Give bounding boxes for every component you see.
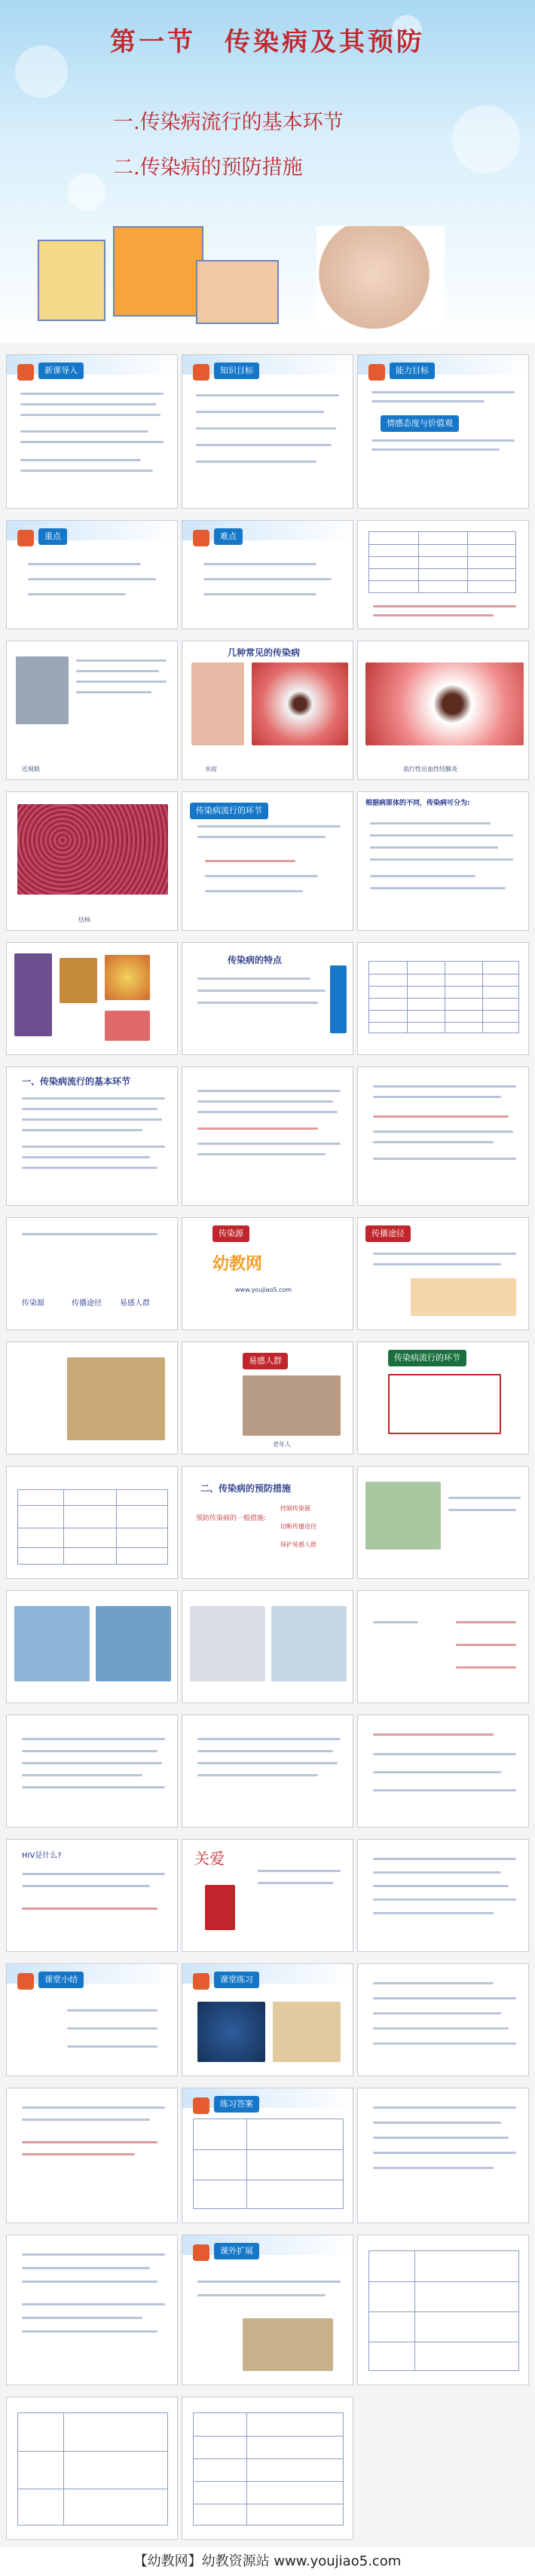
portrait-image — [16, 656, 69, 724]
slide-link-1 — [6, 1066, 178, 1206]
vectors-image — [67, 1357, 165, 1440]
tb-image — [17, 804, 168, 895]
slide-hiv — [6, 1839, 178, 1952]
virus-image — [105, 955, 150, 1000]
slide-difficult-title: 难点 — [214, 528, 243, 545]
slide-knowledge-title: 知识目标 — [214, 363, 259, 379]
links-diagram — [388, 1374, 501, 1434]
slide-three-links — [6, 1217, 178, 1330]
cover-title: 第一节 传染病及其预防 — [110, 27, 425, 57]
slide-emotion-title: 情感态度与价值观 — [381, 415, 459, 432]
slide-susceptible — [182, 1342, 353, 1455]
slide-links-summary — [357, 1342, 529, 1455]
elderly-image — [243, 1375, 341, 1436]
label-source: 传染源 — [22, 1299, 44, 1308]
slide-features — [182, 942, 353, 1055]
bacteria-image — [14, 953, 52, 1036]
disinfect-image-2 — [271, 1606, 347, 1681]
slide-table-2 — [6, 1466, 178, 1579]
links-table — [17, 1489, 168, 1565]
measure-3: 保护易感人群 — [280, 1541, 316, 1548]
caption-myopia: 近视眼 — [22, 766, 40, 772]
slide-ribbon — [182, 1839, 353, 1952]
links-summary-chip: 传染病流行的环节 — [388, 1350, 466, 1366]
slide-questions — [357, 1963, 529, 2076]
cover-subtitle-2: 二.传染病的预防措施 — [113, 156, 303, 179]
route-image — [411, 1278, 516, 1316]
slide-practice — [182, 1963, 353, 2076]
cover-slide — [0, 0, 535, 343]
footer[interactable]: 【幼教网】幼教资源站 www.youjiao5.com — [0, 2547, 535, 2576]
slide-final-table-2 — [182, 2397, 353, 2540]
slide-link-2 — [182, 1066, 353, 1206]
slide-tb — [6, 791, 178, 931]
slide-table — [357, 520, 529, 629]
slide-route — [357, 1217, 529, 1330]
slide-intro-title: 新课导入 — [38, 363, 84, 379]
watermark-url: www.youjiao5.com — [235, 1286, 292, 1293]
slide-final-table-1 — [6, 2397, 178, 2540]
caption-chickenpox: 水痘 — [205, 766, 217, 772]
slide-prevention-img — [357, 1466, 529, 1579]
answers-table — [193, 2119, 344, 2209]
hiv-title: HIV是什么? — [22, 1852, 62, 1860]
slide-source — [182, 1217, 353, 1330]
prevention-image — [365, 1482, 441, 1550]
hospital-image-2 — [96, 1606, 171, 1681]
pathogen-chip: 传染病流行的环节 — [190, 803, 268, 819]
cover-illustration-1 — [38, 240, 105, 321]
stat-table — [368, 961, 519, 1033]
route-chip: 传播途径 — [365, 1225, 411, 1242]
slide-aids-list — [357, 1839, 529, 1952]
extension-table — [368, 2250, 519, 2371]
pathogen-title: 根据病原体的不同，传染病可分为: — [365, 800, 470, 807]
disease-table — [368, 531, 516, 593]
common-diseases-title: 几种常见的传染病 — [228, 647, 301, 658]
slide-intro — [6, 354, 178, 509]
slide-aids-1 — [6, 1715, 178, 1828]
practice-image — [273, 2002, 341, 2062]
petri-image — [197, 2002, 265, 2062]
slide-extension — [182, 2235, 353, 2385]
cover-illustration-3 — [196, 260, 279, 324]
slide-ability — [357, 354, 529, 509]
slide-summary — [6, 1963, 178, 2076]
hiv-image — [105, 1011, 150, 1041]
child-sneezing-image — [316, 226, 445, 332]
slide-prevention — [182, 1466, 353, 1579]
disinfect-image-1 — [190, 1606, 265, 1681]
feature-title: 传染病的特点 — [228, 955, 283, 965]
feature-side-bar — [330, 965, 347, 1033]
extension-image — [243, 2318, 333, 2371]
slide-extension-text — [6, 2235, 178, 2385]
slide-key — [6, 520, 178, 629]
cover-subtitle-1: 一.传染病流行的基本环节 — [113, 111, 344, 134]
slide-pathogen-def — [182, 791, 353, 931]
caption-conjunctivitis: 流行性出血性结膜炎 — [403, 766, 457, 772]
elderly-caption: 老年人 — [273, 1441, 291, 1448]
final-table-2 — [193, 2412, 344, 2526]
slide-pathogen-images — [6, 942, 178, 1055]
slide-hospital — [6, 1590, 178, 1703]
susceptible-chip: 易感人群 — [243, 1353, 288, 1369]
slide-common-3 — [357, 641, 529, 780]
source-chip: 传染源 — [212, 1225, 249, 1242]
eye-infection-image — [252, 662, 348, 745]
measures-title: 预防传染病的一般措施: — [196, 1515, 267, 1522]
cover-illustration-2 — [113, 226, 203, 317]
hospital-image-1 — [14, 1606, 90, 1681]
extension-title: 课外扩展 — [214, 2243, 259, 2259]
slide-link-3 — [357, 1066, 529, 1206]
slide-vectors — [6, 1342, 178, 1455]
slide-aids-3 — [357, 1715, 529, 1828]
slide-answers-2 — [357, 2088, 529, 2223]
conjunctivitis-image — [365, 662, 524, 745]
watermark: 幼教网 — [212, 1255, 263, 1274]
label-susceptible: 易感人群 — [120, 1299, 150, 1308]
label-route: 传播途径 — [72, 1299, 102, 1308]
slide-common-2 — [182, 641, 353, 780]
summary-title: 课堂小结 — [38, 1972, 84, 1988]
prevention-title: 二、传染病的预防措施 — [200, 1483, 292, 1494]
slide-common-1 — [6, 641, 178, 780]
link-title: 一、传染病流行的基本环节 — [22, 1076, 131, 1087]
red-ribbon-icon — [205, 1885, 235, 1930]
slide-extension-table — [357, 2235, 529, 2385]
slide-ability-title: 能力目标 — [390, 363, 435, 379]
ribbon-title: 关爱 — [194, 1849, 225, 1868]
fungus-image — [60, 958, 97, 1003]
practice-title: 课堂练习 — [214, 1972, 259, 1988]
measure-1: 控制传染源 — [280, 1505, 310, 1512]
chickenpox-image — [191, 662, 244, 745]
slide-routes-diagram — [357, 1590, 529, 1703]
slide-stat-table — [357, 942, 529, 1055]
slide-knowledge — [182, 354, 353, 509]
final-table-1 — [17, 2412, 168, 2526]
slide-key-title: 重点 — [38, 528, 67, 545]
measure-2: 切断传播途径 — [280, 1523, 316, 1530]
answers-title: 练习答案 — [214, 2096, 259, 2113]
slide-answers — [182, 2088, 353, 2223]
slide-disinfect — [182, 1590, 353, 1703]
slide-qa — [6, 2088, 178, 2223]
slide-aids-2 — [182, 1715, 353, 1828]
slide-difficult — [182, 520, 353, 629]
caption-tb: 结核 — [78, 916, 90, 923]
slide-pathogen-types — [357, 791, 529, 931]
